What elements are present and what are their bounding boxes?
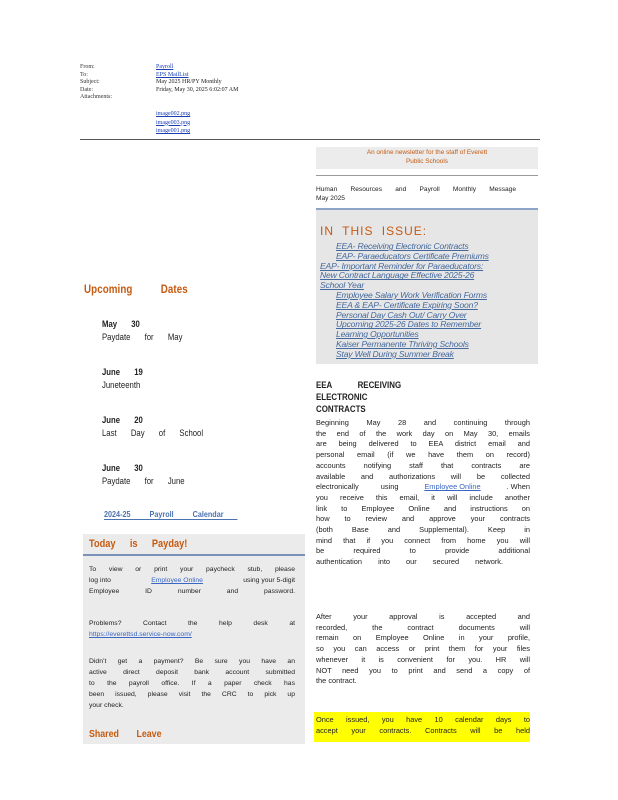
paragraph-line: how to review and approve your contracts — [316, 514, 530, 524]
banner-line: An online newsletter for the staff of Everett — [366, 149, 488, 156]
issue-list — [316, 242, 538, 360]
header-divider — [80, 139, 540, 140]
issue-link[interactable]: Stay Well During Summer Break — [336, 348, 454, 359]
paragraph-line: been issued, please visit the CRC to pick up — [89, 691, 295, 698]
paragraph-line: (both Base and Supplemental). Keep in — [316, 525, 530, 535]
paragraph-line: After your approval is accepted and — [316, 612, 530, 621]
issue-link[interactable]: EEA & EAP- Certificate Expiring Soon? — [336, 299, 478, 310]
eea-paragraph-2 — [316, 612, 530, 687]
paragraph-line: Beginning May 28 and continuing through — [316, 418, 530, 427]
paragraph-text: log into — [89, 577, 111, 584]
to-value[interactable]: EPS MailList — [156, 71, 189, 78]
event-item — [102, 366, 143, 392]
paragraph-line: accounts notifying staff that contracts are — [316, 460, 530, 470]
paragraph-line: NOT need you to print and send a copy of — [316, 665, 530, 675]
event-date: June 30 — [102, 463, 143, 473]
help-desk-link[interactable]: https://everettsd.service-now.com/ — [89, 631, 192, 638]
event-item — [102, 414, 203, 440]
banner-line: Public Schools — [406, 157, 448, 165]
paragraph-text: electronically using — [316, 482, 399, 492]
from-value[interactable]: Payroll — [156, 64, 174, 70]
paragraph-text: using your 5-digit — [243, 577, 295, 584]
subject-value: May 2025 HR/PY Monthly — [156, 79, 222, 86]
paragraph-line: Employee ID number and password. — [89, 588, 295, 595]
from-label: From: — [80, 64, 95, 70]
event-desc: Last Day of School — [102, 428, 204, 438]
newsletter-title — [316, 186, 516, 204]
event-date: June 20 — [102, 415, 143, 425]
date-value: Friday, May 30, 2025 6:02:07 AM — [156, 86, 239, 93]
title-line: Human Resources and Payroll Monthly Message — [316, 186, 516, 193]
paragraph-line: are being delivered to EEA district email and — [316, 439, 530, 449]
problems-paragraph — [89, 618, 295, 640]
issue-link[interactable]: Kaiser Permanente Thriving Schools — [336, 338, 469, 349]
paragraph-line: so you can access or print them for your files — [316, 644, 530, 654]
eea-paragraph-1 — [316, 418, 530, 568]
attachment-link[interactable]: image002.png — [156, 111, 191, 117]
paragraph-line: whenever it is convenient for you. HR will — [316, 654, 530, 664]
eea-paragraph-3 — [316, 715, 530, 736]
paragraph-line: To view or print your paycheck stub, please — [89, 566, 295, 573]
paragraph-line: Problems? Contact the help desk at — [89, 620, 295, 627]
paragraph-line: be required to provide additional — [316, 546, 530, 556]
today-payday-heading: Today is Payday! — [89, 538, 188, 550]
payday-box — [83, 534, 305, 744]
paragraph-text: . When — [506, 482, 530, 492]
paragraph-line: active direct deposit bank account submitted — [89, 669, 295, 676]
in-this-issue-box — [316, 208, 538, 364]
event-item — [102, 462, 185, 488]
heading-line: EEA RECEIVING ELECTRONIC — [316, 380, 402, 402]
paragraph-line: your check. — [89, 702, 124, 709]
paragraph-line: link to Employee Online and instructions on — [316, 503, 530, 513]
to-label: To: — [80, 71, 88, 78]
paragraph-line: available and authorizations will be collected — [316, 471, 530, 481]
issue-link[interactable]: Learning Opportunities — [336, 329, 419, 340]
attachment-link[interactable]: image001.png — [156, 128, 191, 135]
heading-line: CONTRACTS — [316, 404, 366, 414]
issue-link[interactable]: School Year — [320, 280, 364, 291]
email-header — [80, 64, 238, 102]
employee-online-link[interactable]: Employee Online — [151, 577, 203, 584]
banner-divider — [316, 175, 538, 176]
paragraph-line: accept your contracts. Contracts will be held — [316, 725, 530, 735]
event-desc: Juneteenth — [102, 380, 141, 390]
paragraph-line: you receive this email, it will include another — [316, 492, 530, 502]
paycheck-paragraph — [89, 564, 295, 597]
payment-paragraph — [89, 656, 295, 711]
issue-link[interactable]: Upcoming 2025-26 Dates to Remember — [336, 319, 482, 330]
paragraph-line: the contract. — [316, 676, 357, 686]
paragraph-line: remain on Employee Online in your profile, — [316, 633, 530, 643]
payroll-calendar-link[interactable]: 2024-25 Payroll Calendar — [104, 509, 237, 520]
upcoming-dates-heading: Upcoming Dates — [84, 284, 188, 296]
issue-link[interactable]: EAP- Important Reminder for Paraeducators: — [320, 260, 484, 271]
attachments-label: Attachments: — [80, 94, 112, 101]
issue-link[interactable]: New Contract Language Effective 2025-26 — [320, 270, 475, 281]
title-line: May 2025 — [316, 194, 345, 202]
event-item — [102, 318, 182, 344]
employee-online-link[interactable]: Employee Online — [424, 482, 481, 492]
shared-leave-heading: Shared Leave — [89, 728, 162, 740]
paragraph-line: to the payroll office. If a paper check has — [89, 680, 295, 687]
attachments-list — [156, 110, 190, 136]
issue-link[interactable]: EEA- Receiving Electronic Contracts — [336, 241, 469, 251]
box-divider — [83, 554, 305, 556]
event-desc: Paydate for May — [102, 332, 183, 342]
event-desc: Paydate for June — [102, 476, 185, 486]
paragraph-line: personal email (if we have them on record) — [316, 450, 530, 460]
event-date: May 30 — [102, 319, 140, 329]
date-label: Date: — [80, 86, 93, 93]
paragraph-line: Didn’t get a payment? Be sure you have an — [89, 658, 295, 665]
event-date: June 19 — [102, 367, 143, 377]
paragraph-line: recorded, the contract documents will — [316, 622, 530, 632]
paragraph-line: mind that if you connect from home you will — [316, 535, 530, 545]
paragraph-line: authentication into our secured network. — [316, 557, 504, 567]
in-this-issue-heading: IN THIS ISSUE: — [320, 224, 428, 238]
eea-section-heading — [316, 379, 451, 415]
paragraph-line: the end of the work day on May 30, emails — [316, 428, 530, 438]
subject-label: Subject: — [80, 79, 100, 86]
issue-link[interactable]: Employee Salary Work Verification Forms — [336, 289, 487, 300]
attachment-link[interactable]: image003.png — [156, 119, 191, 126]
issue-link[interactable]: Personal Day Cash Out/ Carry Over — [336, 309, 467, 320]
newsletter-banner — [316, 147, 538, 169]
paragraph-line: Once issued, you have 10 calendar days to — [316, 715, 530, 724]
issue-link[interactable]: EAP- Paraeducators Certificate Premiums — [336, 250, 489, 261]
